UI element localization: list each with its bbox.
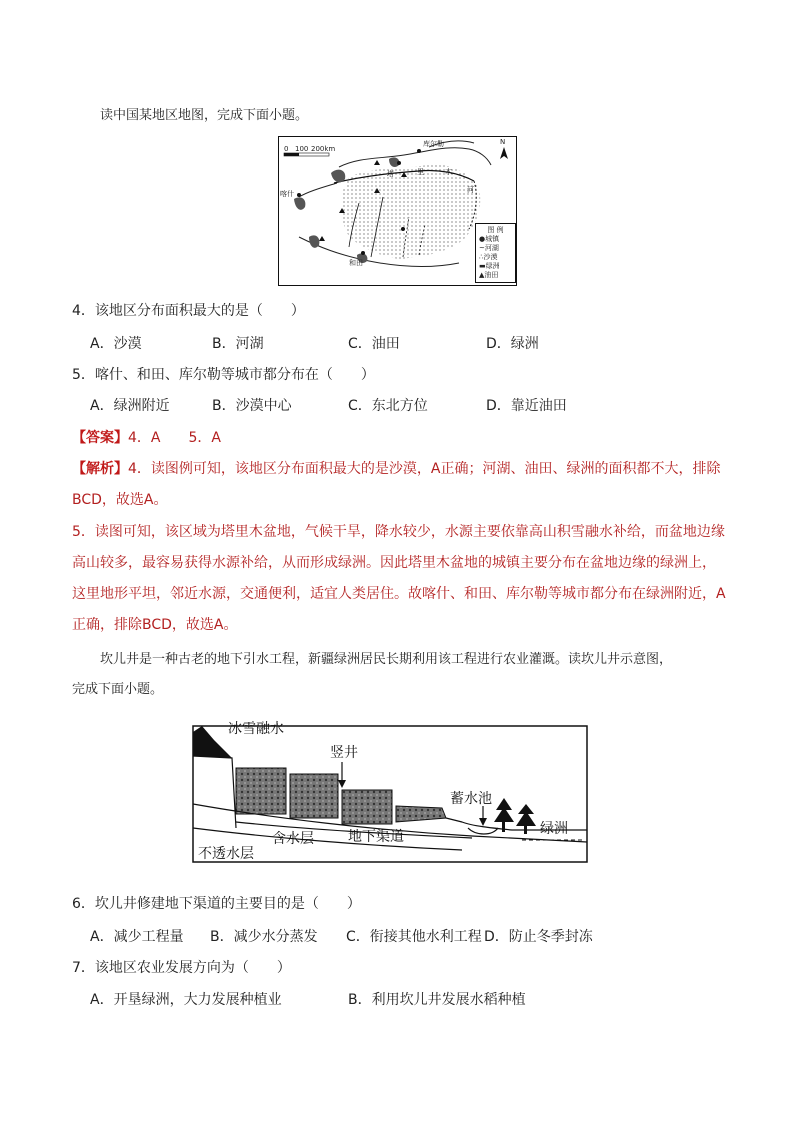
answer-line	[72, 427, 221, 447]
q5-option-d[interactable]: D．靠近油田	[486, 398, 567, 414]
desert-area	[341, 165, 480, 259]
river-char-2: 里	[417, 168, 424, 176]
desert-legend-icon: ∴	[479, 253, 484, 261]
q5-option-b[interactable]: B．沙漠中心	[212, 398, 292, 414]
q6-option-a[interactable]: A．减少工程量	[90, 929, 184, 945]
scale-end: 200km	[311, 145, 336, 153]
north-label: N	[500, 138, 506, 146]
q4-option-b[interactable]: B．河湖	[212, 336, 264, 352]
analysis5-line4: 正确，排除BCD，故选A。	[72, 617, 238, 633]
analysis5-line1: 5．读图可知，该区域为塔里木盆地，气候干旱，降水较少，水源主要依靠高山积雪融水补给，而盆地边缘	[72, 524, 725, 540]
town-hotan	[361, 251, 365, 255]
legend-title: 图 例	[487, 226, 504, 234]
answer-text: 4．A 5．A	[128, 430, 221, 446]
q4-option-a[interactable]: A．沙漠	[90, 336, 142, 352]
oasis-kashgar	[294, 197, 305, 209]
northern-mountains	[339, 148, 491, 167]
legend-item-town: ●城镇	[479, 235, 500, 243]
q6-option-b[interactable]: B．减少水分蒸发	[210, 929, 318, 945]
town-icon	[401, 227, 405, 231]
label-impermeable: 不透水层	[198, 846, 254, 862]
oasis-southwest	[309, 235, 319, 247]
karez-diagram	[192, 718, 588, 864]
place-kashgar: 喀什	[280, 190, 294, 198]
analysis5-line2: 高山较多，最容易获得水源补给，从而形成绿洲。因此塔里木盆地的城镇主要分布在盆地边缘的绿洲上，	[72, 555, 716, 571]
river-char-3: 木	[445, 168, 452, 176]
intro-text-1: 读中国某地区地图，完成下面小题。	[100, 108, 309, 123]
legend-item-river: ~河湖	[479, 244, 499, 252]
answer-label: 【答案】	[72, 430, 128, 446]
q5-option-a[interactable]: A．绿洲附近	[90, 398, 170, 414]
label-aquifer: 含水层	[272, 831, 314, 847]
q7-option-b[interactable]: B．利用坎儿井发展水稻种植	[348, 992, 526, 1008]
q5-stem: 5．喀什、和田、库尔勒等城市都分布在（ ）	[72, 367, 375, 383]
q7-option-a[interactable]: A．开垦绿洲，大力发展种植业	[90, 992, 282, 1008]
western-mountains	[299, 183, 337, 197]
north-arrow-icon	[500, 147, 508, 159]
q4-option-d[interactable]: D．绿洲	[486, 336, 539, 352]
town-icon	[397, 161, 401, 165]
analysis5-line3: 这里地形平坦，邻近水源，交通便利，适宜人类居住。故喀什、和田、库尔勒等城市都分布在绿洲附近，A	[72, 586, 726, 602]
q6-option-c[interactable]: C．衔接其他水利工程	[346, 929, 482, 945]
q4-option-c[interactable]: C．油田	[348, 336, 400, 352]
tarim-map	[278, 136, 517, 286]
river-char-1: 塔	[387, 170, 394, 178]
legend-item-desert: ∴沙漠	[479, 253, 498, 261]
scale-zero: 0	[284, 145, 289, 153]
oilfield-icon	[374, 160, 380, 165]
oilfield-legend-icon: ▲	[479, 271, 485, 279]
oilfield-icon	[319, 236, 325, 241]
legend-item-oasis: ▬绿洲	[479, 262, 500, 270]
legend-item-oilfield: ▲油田	[479, 271, 499, 279]
gravel-block-1	[236, 768, 286, 814]
oasis-legend-icon: ▬	[479, 262, 486, 270]
gravel-block-2	[290, 774, 338, 818]
tree-trunk	[502, 822, 505, 832]
oasis-aksu	[331, 170, 345, 183]
q5-option-c[interactable]: C．东北方位	[348, 398, 428, 414]
q6-option-d[interactable]: D．防止冬季封冻	[484, 929, 593, 945]
q7-stem: 7．该地区农业发展方向为（ ）	[72, 960, 291, 976]
map-legend	[475, 223, 516, 283]
label-shaft: 竖井	[330, 745, 358, 761]
place-hotan: 和田	[349, 259, 363, 267]
q6-stem: 6．坎儿井修建地下渠道的主要目的是（ ）	[72, 896, 361, 912]
intro-text-2-line2: 完成下面小题。	[72, 682, 164, 697]
town-korla	[417, 149, 421, 153]
scale-bar-segment	[284, 153, 299, 156]
label-reservoir: 蓄水池	[450, 791, 492, 807]
label-oasis: 绿洲	[540, 821, 568, 837]
town-kashgar	[297, 193, 301, 197]
place-korla: 库尔勒	[423, 140, 444, 148]
scale-mid: 100	[295, 145, 309, 153]
gravel-block-3	[342, 790, 392, 824]
label-channel: 地下渠道	[348, 829, 404, 845]
town-legend-icon: ●	[479, 235, 486, 243]
analysis4-line1: 【解析】4．读图例可知，该地区分布面积最大的是沙漠，A正确；河湖、油田、绿洲的面积都不大，排除	[72, 461, 721, 477]
q4-stem: 4．该地区分布面积最大的是（ ）	[72, 303, 305, 319]
river-char-4: 河	[467, 186, 474, 194]
river-legend-icon: ~	[479, 244, 485, 252]
tree-trunk	[524, 826, 527, 834]
analysis-label: 【解析】	[72, 461, 128, 477]
label-snowmelt: 冰雪融水	[228, 721, 284, 737]
analysis4-line2: BCD，故选A。	[72, 492, 168, 508]
intro-text-2-line1: 坎儿井是一种古老的地下引水工程，新疆绿洲居民长期利用该工程进行农业灌溉。读坎儿井示意图，	[100, 652, 673, 667]
